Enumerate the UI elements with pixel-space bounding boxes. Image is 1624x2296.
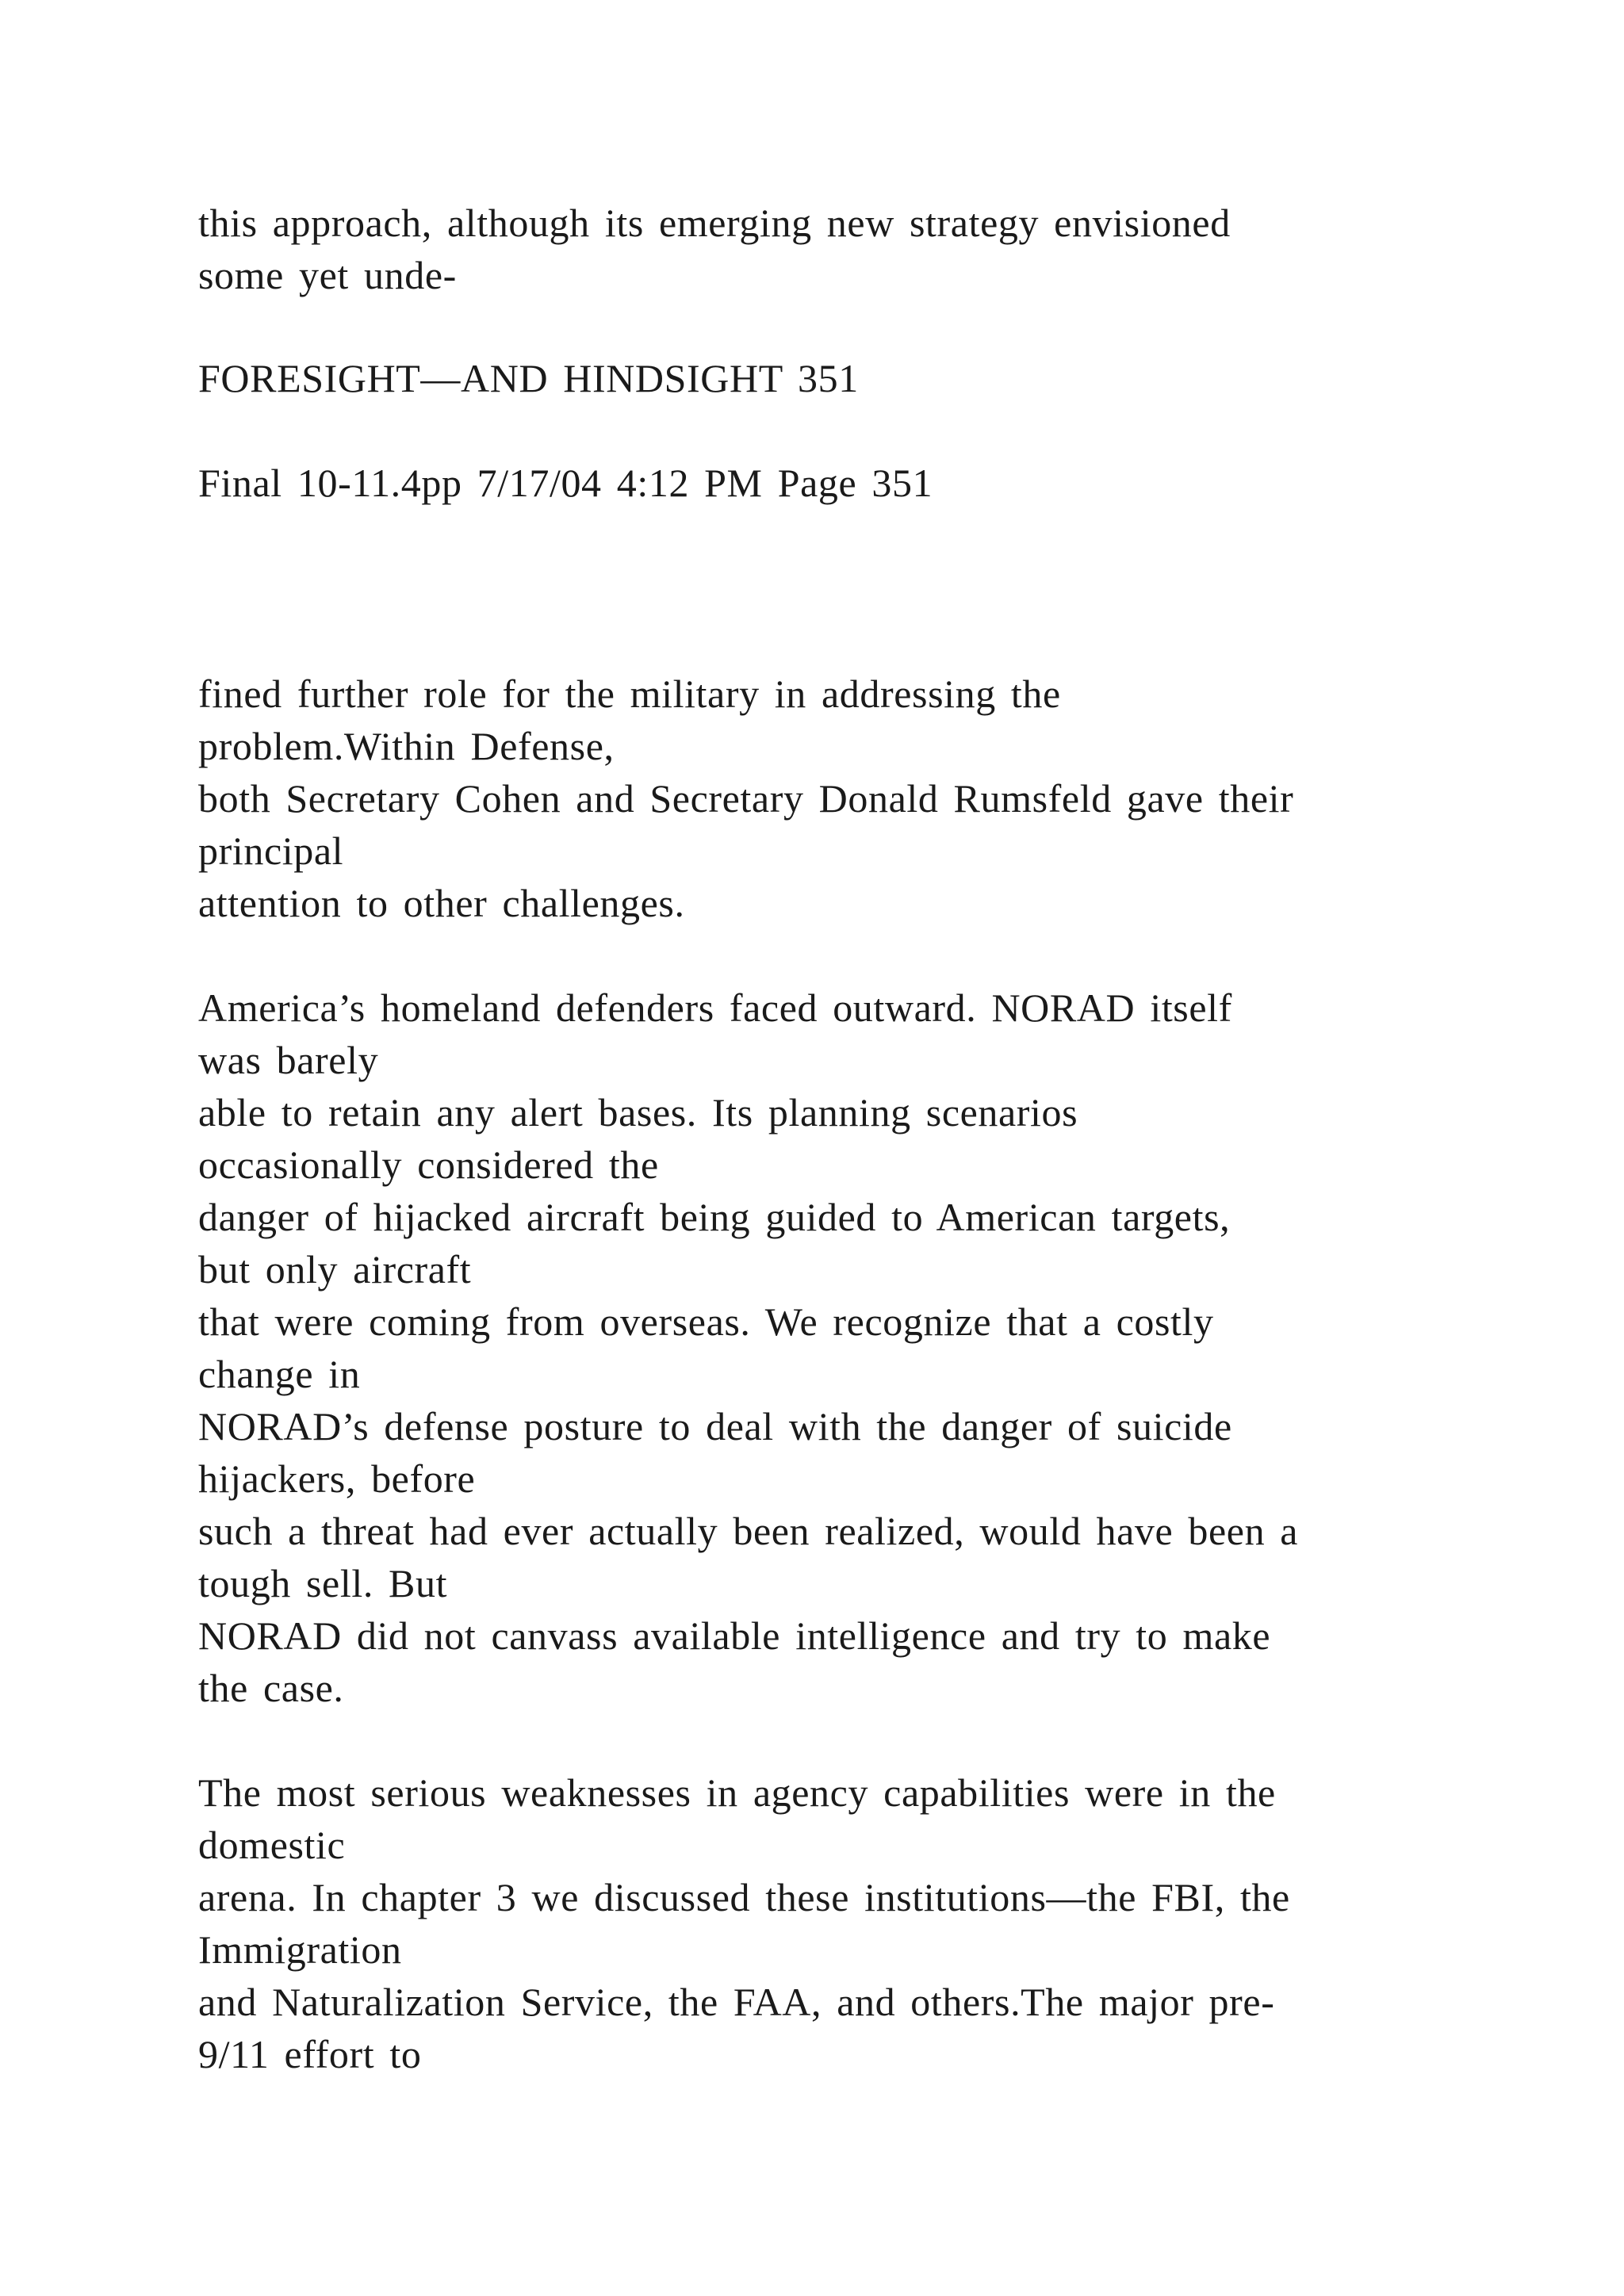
text-line: Immigration	[198, 1927, 402, 1972]
text-line: NORAD’s defense posture to deal with the danger of suicide	[198, 1404, 1232, 1448]
text-line: but only aircraft	[198, 1247, 472, 1292]
running-header: FORESIGHT—AND HINDSIGHT 351	[198, 356, 859, 400]
text-line: able to retain any alert bases. Its planning scenarios	[198, 1090, 1078, 1135]
text-line: that were coming from overseas. We recognize that a costly	[198, 1299, 1214, 1344]
text-line: tough sell. But	[198, 1561, 448, 1605]
text-line: America’s homeland defenders faced outward. NORAD itself	[198, 985, 1232, 1030]
text-line: NORAD did not canvass available intelligence and try to make	[198, 1613, 1271, 1658]
text-line: this approach, although its emerging new strategy envisioned	[198, 201, 1231, 245]
text-line: principal	[198, 828, 344, 873]
text-line: The most serious weaknesses in agency capabilities were in the	[198, 1770, 1276, 1815]
text-line: change in	[198, 1352, 361, 1396]
text-line: domestic	[198, 1823, 346, 1867]
text-line: such a threat had ever actually been realized, would have been a	[198, 1509, 1299, 1553]
text-line: and Naturalization Service, the FAA, and others.The major pre-	[198, 1980, 1275, 2024]
text-line: fined further role for the military in addressing the	[198, 672, 1061, 716]
text-line: attention to other challenges.	[198, 881, 685, 925]
text-line: occasionally considered the	[198, 1142, 659, 1187]
text-line: arena. In chapter 3 we discussed these institutions—the FBI, the	[198, 1875, 1290, 1919]
text-line: problem.Within Defense,	[198, 724, 615, 768]
text-line: some yet unde-	[198, 253, 457, 297]
text-line: danger of hijacked aircraft being guided to American targets,	[198, 1195, 1231, 1239]
text-line: both Secretary Cohen and Secretary Donald Rumsfeld gave their	[198, 776, 1294, 821]
text-line: hijackers, before	[198, 1456, 476, 1501]
print-slug: Final 10-11.4pp 7/17/04 4:12 PM Page 351	[198, 461, 933, 505]
text-line: was barely	[198, 1038, 379, 1082]
text-line: the case.	[198, 1666, 344, 1710]
text-line: 9/11 effort to	[198, 2032, 422, 2076]
